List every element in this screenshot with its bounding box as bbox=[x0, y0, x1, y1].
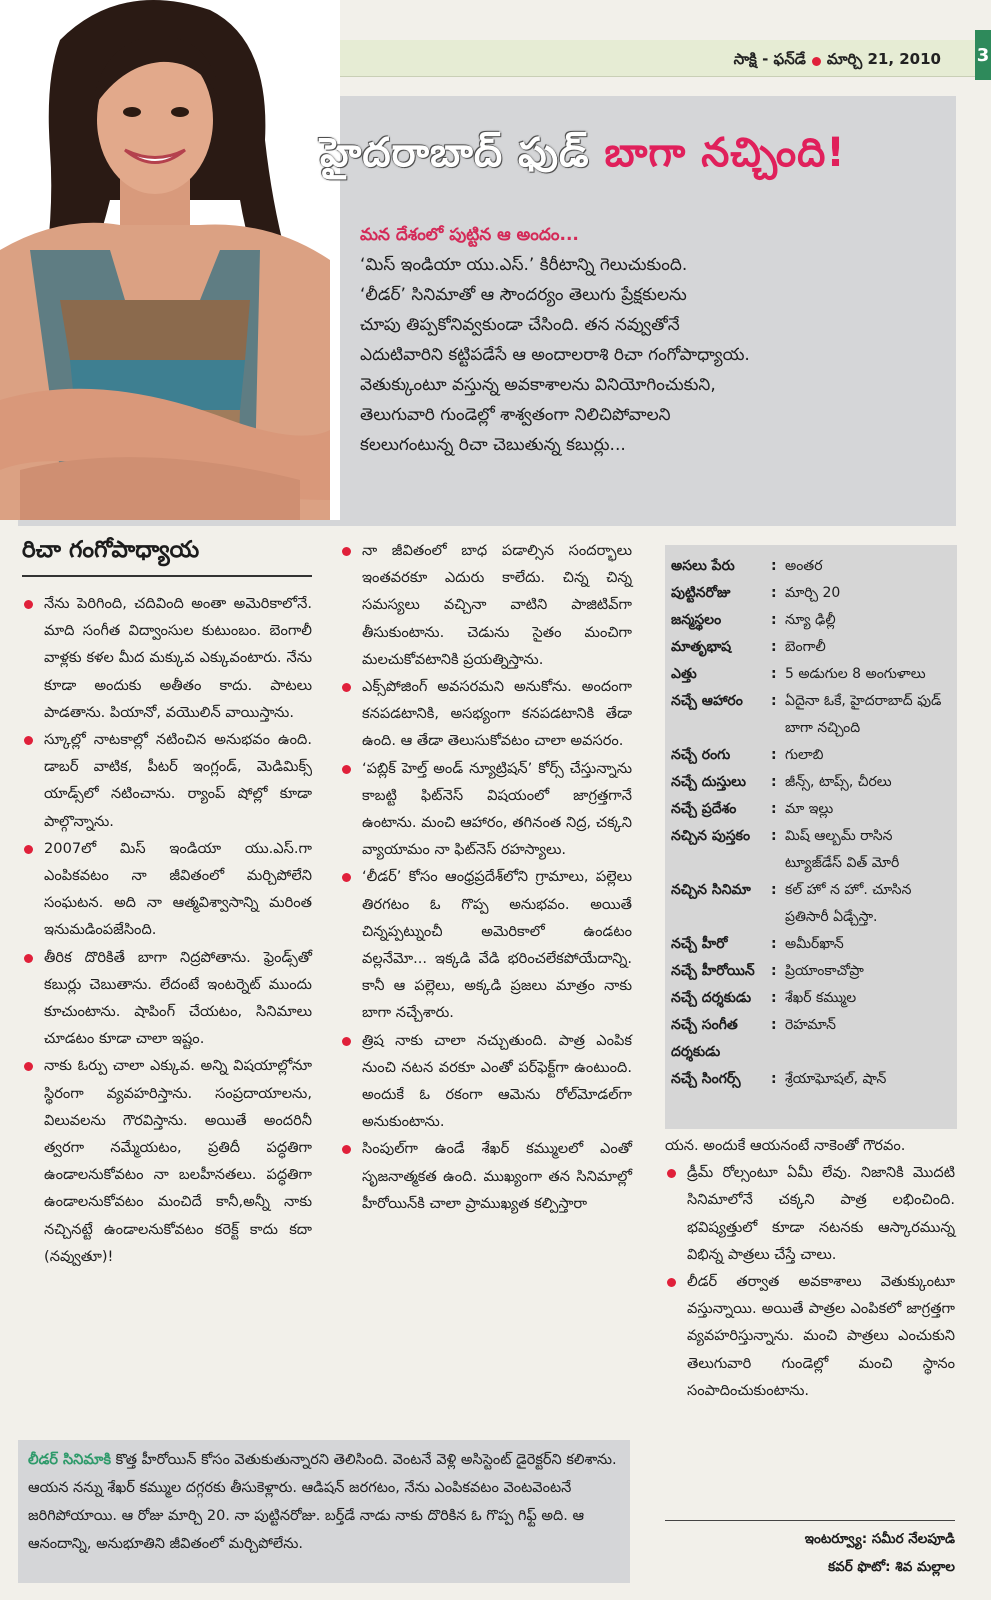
fact-row: మాతృభాష : బెంగాలీ bbox=[665, 634, 957, 661]
intro-text bbox=[360, 220, 940, 460]
fact-row: అసలు పేరు : అంతర bbox=[665, 553, 957, 580]
fact-value: బెంగాలీ bbox=[785, 639, 826, 655]
bullet-dot-icon bbox=[342, 683, 351, 692]
fact-row: నచ్చే ప్రదేశం : మా ఇల్లు bbox=[665, 796, 957, 823]
paragraph bbox=[665, 1132, 955, 1159]
fact-value: అంతర bbox=[785, 558, 823, 574]
fact-row: నచ్చే హీరో : అమీర్‌ఖాన్ bbox=[665, 931, 957, 958]
paragraph-text: తీరిక దొరికితే బాగా నిద్రపోతాను. ఫ్రెండ్స్‌తో కబుర్లు చెబుతాను. లేదంటే ఇంటర్నెట్ ముందు కూచుంటాను. షాపింగ్ చేయటం, సినిమాలు చూడటం కూడా చాలా ఇష్టం. bbox=[44, 948, 312, 1048]
intro-lead: మన దేశంలో పుట్టిన ఆ అందం... bbox=[360, 225, 579, 245]
fact-row: నచ్చే దర్శకుడు : శేఖర్ కమ్ముల bbox=[665, 985, 957, 1012]
quote-lead: లీడర్ సినిమాకి bbox=[28, 1452, 112, 1468]
paragraph bbox=[665, 1268, 955, 1404]
intro-line: చూపు తిప్పకోనివ్వకుండా చేసింది. తన నవ్వుతోనే bbox=[360, 315, 680, 335]
quote-box bbox=[18, 1440, 630, 1583]
bullet-dot-icon bbox=[667, 1278, 676, 1287]
fact-value: శేఖర్ కమ్ముల bbox=[785, 990, 857, 1006]
bullet-dot-icon bbox=[24, 1062, 33, 1071]
interviewee-name: రిచా గంగోపాధ్యాయ bbox=[22, 537, 312, 577]
headline-part-2: బాగా నచ్చింది! bbox=[604, 130, 846, 176]
bullet-dot-icon bbox=[24, 600, 33, 609]
fact-label: అసలు పేరు bbox=[671, 558, 735, 574]
fact-value: జీన్స్, టాప్స్, చీరలు bbox=[785, 774, 892, 790]
paragraph bbox=[340, 537, 632, 673]
profile-factbox bbox=[665, 545, 957, 1129]
fact-label: నచ్చే దర్శకుడు bbox=[671, 990, 752, 1006]
fact-row: పుట్టినరోజు : మార్చి 20 bbox=[665, 580, 957, 607]
paragraph-text: సింపుల్‌గా ఉండే శేఖర్ కమ్ములలో ఎంతో సృజనాత్మకత ఉంది. ముఖ్యంగా తన సినిమాల్లో హీరోయిన్‌కి చాలా ప్రాముఖ్యత కల్పిస్తారా bbox=[362, 1140, 632, 1212]
intro-line: కలలుగంటున్న రిచా చెబుతున్న కబుర్లు... bbox=[360, 435, 626, 455]
paragraph-text: 2007లో మిస్ ఇండియా యు.ఎస్.గా ఎంపికవటం నా జీవితంలో మర్చిపోలేని సంఘటన. అది నా ఆత్మవిశ్వాసాన్ని మరింత ఇనుమడింపజేసింది. bbox=[44, 839, 312, 939]
fact-row: జన్మస్థలం : న్యూ ఢిల్లీ bbox=[665, 607, 957, 634]
fact-label: ఎత్తు bbox=[671, 666, 697, 682]
paragraph bbox=[22, 590, 312, 726]
bullet-dot-icon bbox=[342, 765, 351, 774]
fact-label: నచ్చే ప్రదేశం bbox=[671, 801, 737, 817]
page-number: 3 bbox=[975, 30, 991, 80]
paper-name: సాక్షి - ఫన్‌డే bbox=[733, 50, 806, 68]
paragraph-text: ఎక్స్‌పోజింగ్ అవసరమని అనుకోను. అందంగా కనపడటానికి, అసభ్యంగా కనపడటానికి తేడా ఉంది. ఆ తేడా తెలుసుకోవటం చాలా అవసరం. bbox=[362, 678, 632, 750]
fact-value: ఏదైనా ఓకే, హైదరాబాద్ ఫుడ్ బాగా నచ్చింది bbox=[785, 693, 942, 736]
fact-row: ఎత్తు : 5 అడుగుల 8 అంగుళాలు bbox=[665, 661, 957, 688]
paragraph-text: నా జీవితంలో బాధ పడాల్సిన సందర్భాలు ఇంతవరకూ ఎదురు కాలేదు. చిన్న చిన్న సమస్యలు వచ్చినా వాటిని పాజిటివ్‌గా తీసుకుంటాను. చెడును సైతం మంచిగా మలచుకోవటానికి ప్రయత్నిస్తాను. bbox=[362, 542, 632, 668]
paragraph-text: త్రిష నాకు చాలా నచ్చుతుంది. పాత్ర ఎంపిక నుంచి నటన వరకూ ఎంతో పర్‌ఫెక్ట్‌గా ఉంటుంది. అందుకే ఓ రకంగా ఆమెను రోల్‌మోడల్‌గా అనుకుంటాను. bbox=[362, 1031, 632, 1131]
fact-label: జన్మస్థలం bbox=[671, 612, 722, 628]
fact-value: గులాబి bbox=[785, 747, 824, 763]
fact-value: కల్ హో న హో. చూసిన ప్రతిసారీ ఏడ్చేస్తా. bbox=[785, 882, 912, 925]
intro-line: ‘లీడర్’ సినిమాతో ఆ సౌందర్యం తెలుగు ప్రేక్షకులను bbox=[360, 285, 687, 305]
masthead bbox=[734, 50, 941, 72]
paragraph bbox=[22, 726, 312, 835]
paragraph-text: నేను పెరిగింది, చదివింది అంతా అమెరికాలోనే. మాది సంగీత విద్వాంసుల కుటుంబం. బెంగాలీ వాళ్లకు కళల మీద మక్కువ ఎక్కువంటారు. నేను కూడా అందుకు అతీతం కాదు. పాటలు పాడతాను. పియానో, వయొలిన్ వాయిస్తాను. bbox=[44, 595, 312, 721]
photo-credit: కవర్ ఫొటో: శివ మల్లాల bbox=[828, 1559, 955, 1575]
paragraph bbox=[340, 1135, 632, 1217]
actress-photo bbox=[0, 0, 340, 520]
fact-label: నచ్చే దుస్తులు bbox=[671, 774, 746, 790]
bullet-dot-icon bbox=[342, 1145, 351, 1154]
paragraph bbox=[665, 1159, 955, 1268]
column-3 bbox=[665, 1132, 955, 1404]
fact-label: నచ్చే హీరో bbox=[671, 936, 728, 952]
paragraph bbox=[22, 835, 312, 944]
fact-value: అమీర్‌ఖాన్ bbox=[785, 936, 844, 952]
fact-row: నచ్చే హీరోయిన్ : ప్రియాంకాచోప్రా bbox=[665, 958, 957, 985]
paragraph-text: డ్రీమ్ రోల్సంటూ ఏమీ లేవు. నిజానికి మొదటి సినిమాలోనే చక్కని పాత్ర లభించింది. భవిష్యత్తులో కూడా నటనకు ఆస్కారమున్న విభిన్న పాత్రలు చేస్తే చాలు. bbox=[687, 1164, 955, 1263]
bullet-dot-icon bbox=[342, 1037, 351, 1046]
fact-label: నచ్చే రంగు bbox=[671, 747, 731, 763]
interview-credit: ఇంటర్వ్యూ: సమీర నేలపూడి bbox=[804, 1531, 955, 1547]
fact-label: నచ్చిన పుస్తకం bbox=[671, 828, 751, 844]
fact-row: నచ్చే ఆహారం : ఏదైనా ఓకే, హైదరాబాద్ ఫుడ్ బాగా నచ్చింది bbox=[665, 688, 957, 742]
paragraph-text: నాకు ఓర్పు చాలా ఎక్కువ. అన్ని విషయాల్లోనూ స్థిరంగా వ్యవహరిస్తాను. సంప్రదాయాలను, విలువలను గౌరవిస్తాను. అయితే అందరినీ త్వరగా నమ్మేయటం, ప్రతిదీ పద్ధతిగా ఉండాలనుకోవటం నా బలహీనతలు. పద్ధతిగా ఉండాలనుకోవటం మంచిదే కానీ,అన్నీ నాకు నచ్చినట్టే ఉండాలనుకోవటం కరెక్ట్ కాదు కదా (నవ్వుతూ)! bbox=[44, 1057, 312, 1265]
fact-label: నచ్చిన సినిమా bbox=[671, 882, 751, 898]
fact-row: నచ్చే దుస్తులు : జీన్స్, టాప్స్, చీరలు bbox=[665, 769, 957, 796]
paragraph bbox=[22, 1052, 312, 1270]
issue-date: మార్చి 21, 2010 bbox=[826, 50, 941, 68]
paragraph-text: లీడర్ తర్వాత అవకాశాలు వెతుక్కుంటూ వస్తున్నాయి. అయితే పాత్రల ఎంపికలో జాగ్రత్తగా వ్యవహరిస్తున్నాను. మంచి పాత్రలు ఎంచుకుని తెలుగువారి గుండెల్లో మంచి స్థానం సంపాదించుకుంటాను. bbox=[687, 1273, 955, 1399]
fact-label: మాతృభాష bbox=[671, 639, 732, 655]
fact-value: మార్చి 20 bbox=[785, 585, 841, 601]
fact-label: పుట్టినరోజు bbox=[671, 585, 731, 601]
intro-line: వెతుక్కుంటూ వస్తున్న అవకాశాలను వినియోగించుకుని, bbox=[360, 375, 716, 395]
fact-row: నచ్చే రంగు : గులాబి bbox=[665, 742, 957, 769]
intro-line: ‘మిస్ ఇండియా యు.ఎస్.’ కిరీటాన్ని గెలుచుకుంది. bbox=[360, 255, 688, 275]
paragraph bbox=[22, 944, 312, 1053]
fact-row: నచ్చిన పుస్తకం : మిష్ ఆల్బమ్ రాసిన ట్యూజ్‌డేస్ విత్ మోరీ bbox=[665, 823, 957, 877]
paragraph bbox=[340, 755, 632, 864]
fact-value: 5 అడుగుల 8 అంగుళాలు bbox=[785, 666, 926, 682]
paragraph-text: ‘లీడర్’ కోసం ఆంధ్రప్రదేశ్‌లోని గ్రామాలు, పల్లెలు తిరగటం ఓ గొప్ప అనుభవం. అయితే చిన్నప్పట్నుంచీ అమెరికాలో ఉండటం వల్లనేమో... ఇక్కడి వేడి భరించలేకపోయేదాన్ని. కానీ ఆ పల్లెలు, అక్కడి ప్రజలు మాత్రం నాకు బాగా నచ్చేశారు. bbox=[362, 868, 632, 1022]
headline bbox=[320, 130, 846, 186]
fact-label: నచ్చే సింగర్స్ bbox=[671, 1071, 741, 1087]
quote-text: కొత్త హీరోయిన్ కోసం వెతుకుతున్నారని తెలిసింది. వెంటనే వెళ్లి అసిస్టెంట్ డైరెక్టర్‌ని కలిశాను. ఆయన నన్ను శేఖర్ కమ్ముల దగ్గరకు తీసుకెళ్లారు. ఆడిషన్ జరగటం, నేను ఎంపికవటం వెంటవెంటనే జరిగిపోయాయి. ఆ రోజు మార్చి 20. నా పుట్టినరోజు. బర్త్‌డే నాడు నాకు దొరికిన ఓ గొప్ప గిఫ్ట్ అది. ఆ ఆనందాన్ని, అనుభూతిని జీవితంలో మర్చిపోలేను. bbox=[28, 1452, 617, 1552]
paragraph-text: స్కూల్లో నాటకాల్లో నటించిన అనుభవం ఉంది. డాబర్ వాటిక, పీటర్ ఇంగ్లండ్, మెడిమిక్స్ యాడ్స్‌లో నటించాను. ర్యాంప్ షోల్లో కూడా పాల్గొన్నాను. bbox=[44, 731, 312, 830]
paragraph bbox=[340, 673, 632, 755]
intro-line: ఎదుటివారిని కట్టిపడేసే ఆ అందాలరాశి రిచా గంగోపాధ్యాయ. bbox=[360, 345, 750, 365]
bullet-dot-icon bbox=[342, 547, 351, 556]
fact-value: శ్రేయాఘోషల్, షాన్ bbox=[785, 1071, 887, 1087]
fact-label: నచ్చే హీరోయిన్ bbox=[671, 963, 755, 979]
paragraph-text: యన. అందుకే ఆయనంటే నాకెంతో గౌరవం. bbox=[665, 1137, 906, 1154]
bullet-dot-icon bbox=[342, 873, 351, 882]
headline-part-1: హైదరాబాద్ ఫుడ్ bbox=[320, 130, 590, 176]
fact-label: నచ్చే ఆహారం bbox=[671, 693, 743, 709]
bullet-dot-icon bbox=[24, 736, 33, 745]
fact-row: నచ్చే సంగీత దర్శకుడు : రెహమాన్ bbox=[665, 1012, 957, 1066]
paragraph-text: ‘పబ్లిక్ హెల్త్ అండ్ న్యూట్రిషన్’ కోర్స్ చేస్తున్నాను కాబట్టి ఫిట్‌నెస్ విషయంలో జాగ్రత్తగానే ఉంటాను. మంచి ఆహారం, తగినంత నిద్ర, చక్కని వ్యాయామం నా ఫిట్‌నెస్ రహస్యాలు. bbox=[362, 759, 632, 859]
fact-value: మిష్ ఆల్బమ్ రాసిన ట్యూజ్‌డేస్ విత్ మోరీ bbox=[785, 828, 900, 871]
bullet-dot-icon bbox=[667, 1169, 676, 1178]
paragraph bbox=[340, 1027, 632, 1136]
fact-row: నచ్చే సింగర్స్ : శ్రేయాఘోషల్, షాన్ bbox=[665, 1066, 957, 1093]
credits bbox=[665, 1520, 955, 1581]
bullet-dot-icon bbox=[24, 845, 33, 854]
fact-value: న్యూ ఢిల్లీ bbox=[785, 612, 836, 628]
fact-row: నచ్చిన సినిమా : కల్ హో న హో. చూసిన ప్రతిసారీ ఏడ్చేస్తా. bbox=[665, 877, 957, 931]
bullet-dot-icon bbox=[812, 57, 821, 66]
paragraph bbox=[340, 863, 632, 1026]
fact-value: ప్రియాంకాచోప్రా bbox=[785, 963, 864, 979]
bullet-dot-icon bbox=[24, 954, 33, 963]
column-1 bbox=[22, 590, 312, 1270]
intro-line: తెలుగువారి గుండెల్లో శాశ్వతంగా నిలిచిపోవాలని bbox=[360, 405, 671, 425]
column-2 bbox=[340, 537, 632, 1217]
fact-value: రెహమాన్ bbox=[785, 1017, 836, 1033]
fact-value: మా ఇల్లు bbox=[785, 801, 834, 817]
fact-label: నచ్చే సంగీత దర్శకుడు bbox=[671, 1017, 738, 1060]
